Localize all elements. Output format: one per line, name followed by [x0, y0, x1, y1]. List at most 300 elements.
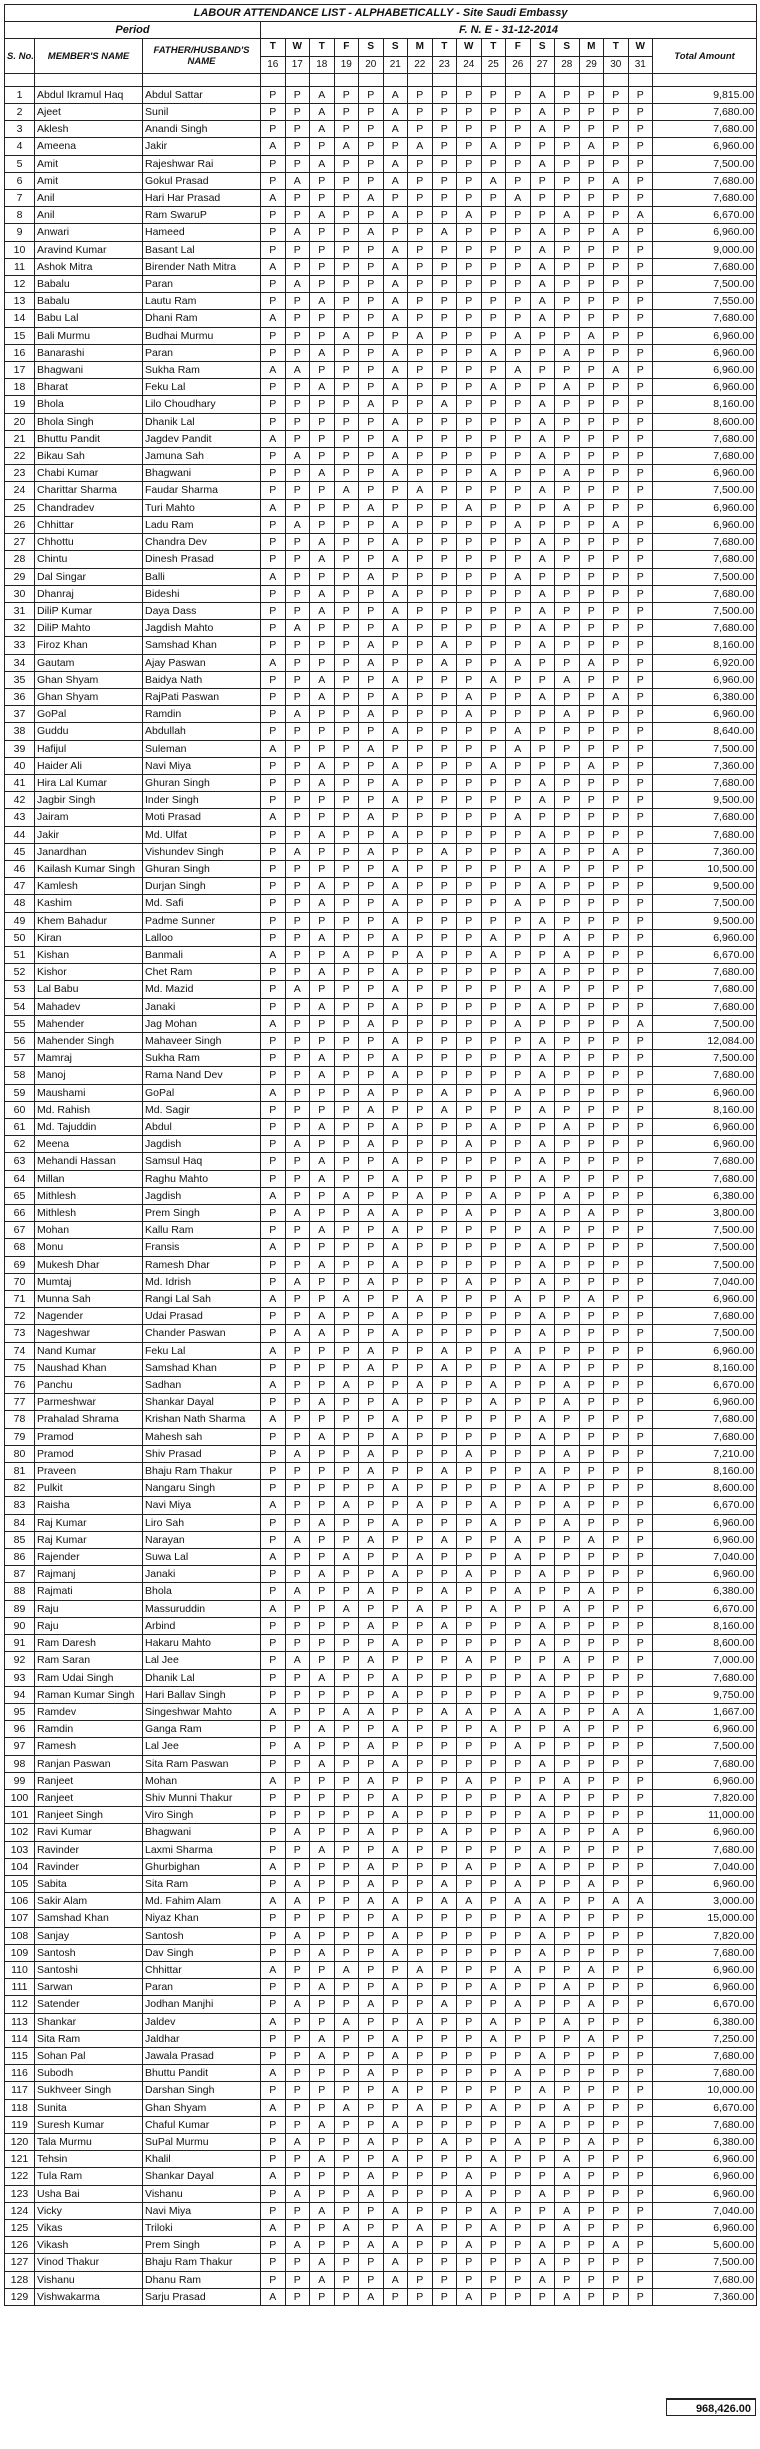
attendance-mark: P: [261, 516, 286, 533]
attendance-mark: P: [530, 1549, 555, 1566]
attendance-mark: P: [432, 1153, 457, 1170]
member-name: Gautam: [35, 654, 143, 671]
attendance-mark: P: [457, 1377, 482, 1394]
total-amount: 7,500.00: [653, 602, 757, 619]
father-name: Inder Singh: [143, 792, 261, 809]
attendance-mark: P: [285, 1721, 310, 1738]
attendance-mark: P: [334, 2271, 359, 2288]
attendance-mark: P: [481, 1084, 506, 1101]
attendance-mark: P: [555, 826, 580, 843]
attendance-mark: P: [285, 1308, 310, 1325]
total-amount: 7,500.00: [653, 482, 757, 499]
total-amount: 8,600.00: [653, 413, 757, 430]
attendance-mark: P: [604, 2202, 629, 2219]
attendance-mark: P: [261, 895, 286, 912]
total-amount: 6,670.00: [653, 946, 757, 963]
father-name: Dinesh Prasad: [143, 551, 261, 568]
attendance-mark: P: [408, 2065, 433, 2082]
attendance-mark: A: [432, 1531, 457, 1548]
attendance-mark: A: [530, 86, 555, 103]
attendance-mark: P: [408, 104, 433, 121]
attendance-mark: P: [359, 362, 384, 379]
attendance-mark: P: [457, 310, 482, 327]
serial-number: 44: [5, 826, 35, 843]
attendance-mark: A: [506, 1531, 531, 1548]
attendance-mark: A: [530, 258, 555, 275]
attendance-mark: A: [383, 155, 408, 172]
attendance-mark: P: [432, 465, 457, 482]
attendance-mark: P: [334, 1273, 359, 1290]
serial-number: 16: [5, 344, 35, 361]
attendance-mark: P: [628, 396, 653, 413]
attendance-mark: P: [285, 430, 310, 447]
attendance-mark: P: [285, 1841, 310, 1858]
serial-number: 91: [5, 1635, 35, 1652]
total-amount: 11,000.00: [653, 1807, 757, 1824]
attendance-mark: A: [383, 981, 408, 998]
member-name: Sarwan: [35, 1979, 143, 1996]
attendance-mark: P: [310, 1445, 335, 1462]
table-row: [5, 1256, 757, 1273]
total-amount: 6,670.00: [653, 1377, 757, 1394]
attendance-mark: P: [481, 1738, 506, 1755]
serial-number: 32: [5, 620, 35, 637]
attendance-mark: P: [530, 1531, 555, 1548]
attendance-mark: A: [383, 2271, 408, 2288]
attendance-mark: A: [408, 2099, 433, 2116]
attendance-mark: P: [506, 1445, 531, 1462]
attendance-mark: P: [579, 1893, 604, 1910]
attendance-mark: P: [285, 1342, 310, 1359]
attendance-mark: A: [334, 327, 359, 344]
father-name: GoPal: [143, 1084, 261, 1101]
serial-number: 101: [5, 1807, 35, 1824]
serial-number: 81: [5, 1463, 35, 1480]
attendance-mark: A: [530, 1308, 555, 1325]
attendance-mark: P: [579, 1084, 604, 1101]
attendance-mark: P: [285, 2099, 310, 2116]
attendance-mark: P: [408, 706, 433, 723]
attendance-mark: P: [408, 1875, 433, 1892]
attendance-mark: A: [285, 1205, 310, 1222]
attendance-mark: A: [383, 379, 408, 396]
attendance-mark: P: [628, 1325, 653, 1342]
serial-number: 33: [5, 637, 35, 654]
attendance-mark: A: [530, 998, 555, 1015]
serial-number: 82: [5, 1480, 35, 1497]
attendance-mark: A: [555, 706, 580, 723]
attendance-mark: P: [481, 1032, 506, 1049]
table-row: [5, 981, 757, 998]
total-amount: 6,960.00: [653, 362, 757, 379]
serial-number: 95: [5, 1703, 35, 1720]
attendance-mark: P: [530, 2151, 555, 2168]
member-name: Babalu: [35, 276, 143, 293]
attendance-mark: P: [334, 224, 359, 241]
attendance-mark: A: [481, 138, 506, 155]
attendance-mark: A: [383, 1893, 408, 1910]
attendance-mark: P: [457, 362, 482, 379]
attendance-mark: P: [628, 740, 653, 757]
father-name: Bhuttu Pandit: [143, 2065, 261, 2082]
attendance-mark: P: [334, 1445, 359, 1462]
attendance-mark: P: [408, 516, 433, 533]
father-name: Mohan: [143, 1772, 261, 1789]
attendance-mark: P: [506, 310, 531, 327]
table-row: [5, 2168, 757, 2185]
father-name: Raghu Mahto: [143, 1170, 261, 1187]
attendance-mark: P: [310, 276, 335, 293]
attendance-mark: P: [432, 809, 457, 826]
serial-number: 59: [5, 1084, 35, 1101]
attendance-mark: P: [408, 413, 433, 430]
attendance-mark: P: [628, 2133, 653, 2150]
attendance-mark: P: [457, 1359, 482, 1376]
attendance-mark: P: [408, 276, 433, 293]
attendance-mark: A: [432, 2133, 457, 2150]
attendance-mark: P: [432, 1136, 457, 1153]
father-name: Durjan Singh: [143, 878, 261, 895]
attendance-mark: P: [408, 671, 433, 688]
member-name: Hira Lal Kumar: [35, 774, 143, 791]
attendance-mark: P: [432, 723, 457, 740]
attendance-mark: P: [579, 964, 604, 981]
attendance-mark: A: [530, 1669, 555, 1686]
attendance-mark: P: [408, 757, 433, 774]
attendance-mark: P: [408, 1101, 433, 1118]
father-name: Hakaru Mahto: [143, 1635, 261, 1652]
attendance-mark: P: [334, 1514, 359, 1531]
attendance-mark: P: [506, 792, 531, 809]
attendance-mark: P: [555, 620, 580, 637]
attendance-mark: P: [628, 912, 653, 929]
attendance-mark: A: [555, 1187, 580, 1204]
attendance-mark: A: [261, 430, 286, 447]
attendance-mark: P: [457, 482, 482, 499]
attendance-mark: P: [530, 895, 555, 912]
total-amount: 7,680.00: [653, 774, 757, 791]
member-name: Sita Ram: [35, 2030, 143, 2047]
attendance-mark: A: [383, 1050, 408, 1067]
attendance-mark: P: [408, 1342, 433, 1359]
sno-header: S. No.: [5, 39, 35, 73]
serial-number: 60: [5, 1101, 35, 1118]
attendance-mark: P: [457, 121, 482, 138]
total-amount: 7,680.00: [653, 310, 757, 327]
attendance-mark: A: [530, 2082, 555, 2099]
attendance-mark: P: [383, 1015, 408, 1032]
attendance-mark: P: [628, 981, 653, 998]
total-amount: 7,500.00: [653, 1050, 757, 1067]
attendance-mark: P: [359, 172, 384, 189]
attendance-mark: A: [506, 568, 531, 585]
father-name: Md. Idrish: [143, 1273, 261, 1290]
attendance-mark: A: [310, 1256, 335, 1273]
father-name: Navi Miya: [143, 1497, 261, 1514]
attendance-mark: P: [383, 1617, 408, 1634]
father-name: Khalil: [143, 2151, 261, 2168]
attendance-mark: A: [383, 964, 408, 981]
attendance-mark: P: [334, 2168, 359, 2185]
attendance-mark: P: [359, 1394, 384, 1411]
attendance-mark: A: [555, 1377, 580, 1394]
attendance-mark: P: [285, 1050, 310, 1067]
attendance-mark: P: [432, 482, 457, 499]
attendance-mark: P: [481, 1583, 506, 1600]
attendance-mark: P: [408, 1428, 433, 1445]
attendance-mark: A: [310, 1428, 335, 1445]
attendance-mark: P: [334, 2082, 359, 2099]
attendance-mark: P: [555, 138, 580, 155]
attendance-mark: A: [383, 723, 408, 740]
attendance-mark: A: [506, 895, 531, 912]
attendance-mark: P: [555, 895, 580, 912]
attendance-mark: P: [334, 1944, 359, 1961]
attendance-mark: P: [628, 2271, 653, 2288]
table-row: [5, 1927, 757, 1944]
attendance-mark: P: [285, 1566, 310, 1583]
attendance-mark: P: [261, 551, 286, 568]
attendance-mark: P: [310, 620, 335, 637]
attendance-mark: A: [261, 1015, 286, 1032]
attendance-mark: P: [628, 1979, 653, 1996]
attendance-mark: A: [432, 1893, 457, 1910]
attendance-mark: P: [604, 1170, 629, 1187]
attendance-mark: A: [506, 740, 531, 757]
attendance-mark: P: [334, 912, 359, 929]
attendance-mark: P: [285, 774, 310, 791]
table-row: [5, 1996, 757, 2013]
attendance-mark: P: [506, 1119, 531, 1136]
attendance-mark: P: [408, 224, 433, 241]
total-amount: 7,040.00: [653, 1273, 757, 1290]
attendance-mark: A: [481, 2151, 506, 2168]
attendance-mark: P: [383, 1549, 408, 1566]
attendance-mark: P: [555, 568, 580, 585]
attendance-mark: P: [555, 1153, 580, 1170]
attendance-mark: P: [285, 1153, 310, 1170]
attendance-mark: P: [359, 1153, 384, 1170]
attendance-mark: P: [285, 1359, 310, 1376]
table-row: [5, 1136, 757, 1153]
attendance-mark: P: [604, 1617, 629, 1634]
attendance-mark: A: [530, 1256, 555, 1273]
attendance-mark: P: [628, 2168, 653, 2185]
attendance-mark: P: [579, 1239, 604, 1256]
attendance-mark: P: [628, 1841, 653, 1858]
attendance-mark: P: [604, 1497, 629, 1514]
father-name: Vishundev Singh: [143, 843, 261, 860]
attendance-mark: A: [383, 241, 408, 258]
attendance-mark: P: [432, 1944, 457, 1961]
attendance-mark: P: [285, 2065, 310, 2082]
attendance-mark: P: [506, 2099, 531, 2116]
total-amount: 7,680.00: [653, 2047, 757, 2064]
attendance-mark: P: [408, 465, 433, 482]
attendance-mark: P: [432, 276, 457, 293]
attendance-mark: P: [530, 1187, 555, 1204]
attendance-mark: A: [285, 1136, 310, 1153]
attendance-mark: P: [506, 929, 531, 946]
table-row: [5, 1359, 757, 1376]
table-row: [5, 585, 757, 602]
attendance-mark: A: [555, 1721, 580, 1738]
attendance-mark: P: [334, 860, 359, 877]
attendance-mark: P: [604, 1015, 629, 1032]
attendance-rows: [5, 86, 757, 2305]
attendance-mark: P: [579, 1755, 604, 1772]
total-amount: 7,500.00: [653, 1239, 757, 1256]
attendance-mark: P: [555, 1807, 580, 1824]
attendance-mark: A: [383, 929, 408, 946]
attendance-mark: P: [432, 2065, 457, 2082]
attendance-mark: P: [506, 172, 531, 189]
attendance-mark: P: [555, 224, 580, 241]
father-name: Bideshi: [143, 585, 261, 602]
attendance-mark: P: [285, 1961, 310, 1978]
attendance-mark: A: [383, 1514, 408, 1531]
attendance-mark: A: [481, 1497, 506, 1514]
attendance-mark: P: [604, 1738, 629, 1755]
attendance-mark: A: [261, 1549, 286, 1566]
attendance-mark: P: [261, 2271, 286, 2288]
attendance-mark: A: [359, 190, 384, 207]
table-row: [5, 1600, 757, 1617]
total-amount: 6,670.00: [653, 1497, 757, 1514]
member-name: Ranjeet Singh: [35, 1807, 143, 1824]
member-name: Ranjeet: [35, 1772, 143, 1789]
attendance-mark: P: [261, 344, 286, 361]
attendance-mark: P: [579, 1136, 604, 1153]
attendance-mark: P: [628, 362, 653, 379]
attendance-mark: P: [359, 964, 384, 981]
attendance-mark: P: [481, 1101, 506, 1118]
attendance-mark: P: [530, 568, 555, 585]
attendance-mark: A: [383, 860, 408, 877]
attendance-mark: P: [359, 1755, 384, 1772]
attendance-mark: A: [555, 499, 580, 516]
attendance-mark: A: [555, 946, 580, 963]
attendance-mark: P: [481, 1927, 506, 1944]
attendance-mark: P: [457, 1669, 482, 1686]
attendance-mark: P: [481, 568, 506, 585]
attendance-mark: P: [359, 1377, 384, 1394]
attendance-mark: A: [408, 1961, 433, 1978]
serial-number: 38: [5, 723, 35, 740]
attendance-mark: P: [261, 1721, 286, 1738]
attendance-mark: P: [457, 1256, 482, 1273]
attendance-mark: P: [285, 1394, 310, 1411]
attendance-mark: A: [359, 1015, 384, 1032]
attendance-mark: P: [506, 241, 531, 258]
attendance-mark: A: [261, 809, 286, 826]
attendance-mark: P: [432, 1067, 457, 1084]
attendance-mark: A: [285, 172, 310, 189]
father-name: Samshad Khan: [143, 1359, 261, 1376]
attendance-mark: A: [530, 396, 555, 413]
serial-number: 61: [5, 1119, 35, 1136]
attendance-mark: P: [310, 1789, 335, 1806]
attendance-mark: P: [481, 1273, 506, 1290]
table-row: [5, 190, 757, 207]
attendance-mark: P: [261, 1394, 286, 1411]
member-name: Maushami: [35, 1084, 143, 1101]
attendance-mark: P: [555, 1273, 580, 1290]
attendance-mark: P: [432, 1738, 457, 1755]
attendance-mark: P: [579, 224, 604, 241]
attendance-mark: A: [383, 2082, 408, 2099]
attendance-mark: A: [481, 946, 506, 963]
attendance-mark: P: [555, 1858, 580, 1875]
attendance-mark: P: [628, 1153, 653, 1170]
attendance-mark: P: [285, 585, 310, 602]
attendance-mark: P: [359, 757, 384, 774]
serial-number: 53: [5, 981, 35, 998]
member-name: Kamlesh: [35, 878, 143, 895]
member-name: Bhola: [35, 396, 143, 413]
attendance-mark: P: [506, 499, 531, 516]
attendance-mark: P: [261, 2082, 286, 2099]
table-row: [5, 1497, 757, 1514]
serial-number: 22: [5, 448, 35, 465]
attendance-mark: P: [481, 1824, 506, 1841]
member-name: Monu: [35, 1239, 143, 1256]
attendance-mark: P: [481, 1480, 506, 1497]
attendance-mark: P: [506, 1359, 531, 1376]
attendance-mark: P: [261, 981, 286, 998]
attendance-mark: P: [408, 1015, 433, 1032]
attendance-mark: A: [530, 620, 555, 637]
attendance-mark: P: [261, 448, 286, 465]
fne-label: F. N. E - 31-12-2014: [261, 22, 757, 39]
attendance-mark: P: [579, 1944, 604, 1961]
attendance-mark: P: [579, 2271, 604, 2288]
attendance-mark: P: [432, 1394, 457, 1411]
attendance-mark: P: [457, 1617, 482, 1634]
father-name: Chandra Dev: [143, 534, 261, 551]
attendance-mark: P: [506, 1170, 531, 1187]
attendance-mark: P: [604, 1084, 629, 1101]
attendance-mark: A: [310, 1222, 335, 1239]
sheet-title: LABOUR ATTENDANCE LIST - ALPHABETICALLY - Site Saudi Embassy: [5, 5, 757, 22]
attendance-mark: P: [359, 241, 384, 258]
attendance-mark: P: [628, 2047, 653, 2064]
attendance-mark: P: [432, 1961, 457, 1978]
attendance-mark: P: [408, 1635, 433, 1652]
attendance-mark: P: [408, 637, 433, 654]
attendance-mark: P: [555, 1841, 580, 1858]
attendance-mark: P: [481, 2133, 506, 2150]
attendance-mark: P: [285, 946, 310, 963]
attendance-mark: P: [579, 1669, 604, 1686]
attendance-mark: P: [408, 1222, 433, 1239]
table-row: [5, 1067, 757, 1084]
serial-number: 68: [5, 1239, 35, 1256]
attendance-mark: P: [359, 2099, 384, 2116]
total-amount: 6,960.00: [653, 1721, 757, 1738]
attendance-mark: P: [555, 241, 580, 258]
attendance-mark: P: [579, 774, 604, 791]
attendance-mark: P: [481, 104, 506, 121]
attendance-mark: P: [579, 2168, 604, 2185]
table-row: [5, 946, 757, 963]
attendance-mark: P: [481, 860, 506, 877]
attendance-mark: P: [481, 121, 506, 138]
attendance-mark: P: [359, 2151, 384, 2168]
attendance-mark: P: [555, 448, 580, 465]
father-name: Chaful Kumar: [143, 2116, 261, 2133]
attendance-mark: A: [359, 1738, 384, 1755]
